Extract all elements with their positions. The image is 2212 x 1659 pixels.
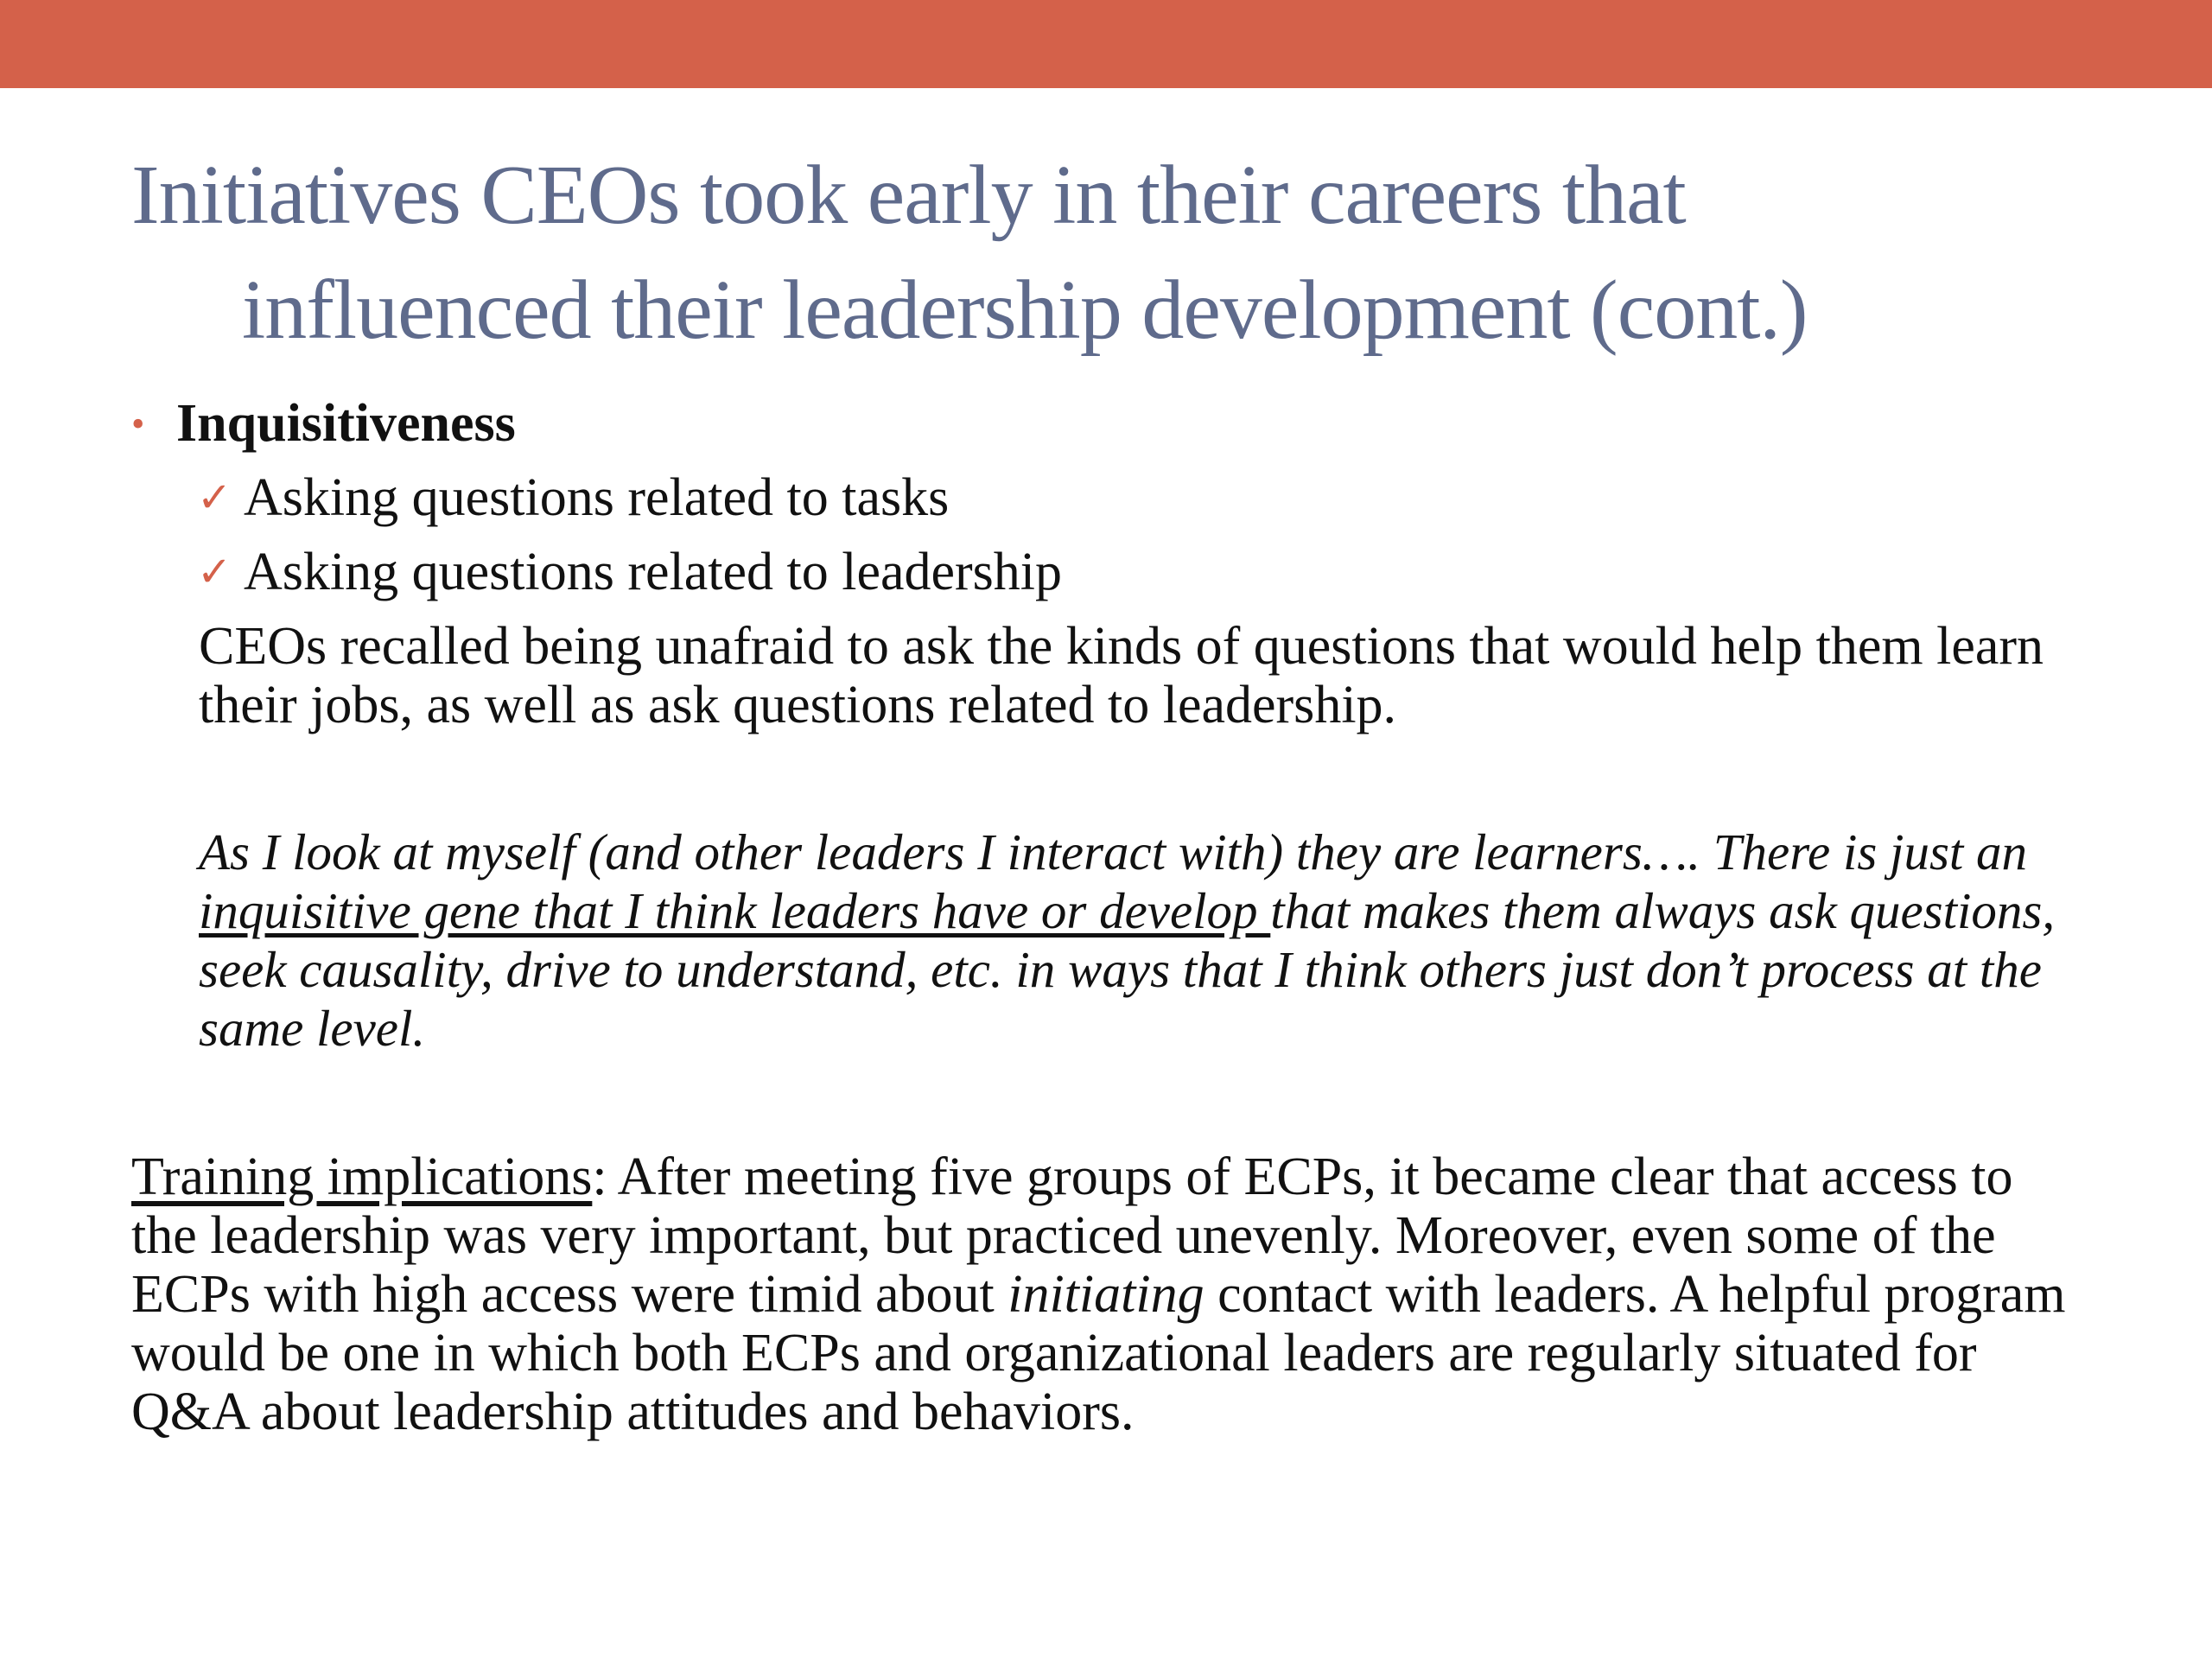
training-text-end: contact with leaders. A helpful program would be one in which both ECPs and organizational leaders are regularly situated for Q&A about leadership attitudes and behaviors. [131,1265,2066,1441]
training-implications-label: Training implications [131,1147,593,1206]
top-accent-bar [0,0,2212,88]
training-implications-paragraph [131,1147,2084,1441]
bullet-inquisitiveness [131,389,516,458]
slide-title-line2: influenced their leadership development (cont.) [242,264,1808,357]
quote-text-end: that makes them always ask questions, seek causality, drive to understand, etc. in ways that I think others just don’t process at the same level. [199,882,2056,1057]
summary-paragraph: CEOs recalled being unafraid to ask the kinds of questions that would help them learn their jobs, as well as ask questions related to leadership. [199,617,2044,734]
check-item-label: Asking questions related to tasks [244,467,950,527]
training-text-start: After meeting five groups of ECPs, it became clear that access to the leadership was very important, but practiced unevenly. Moreover, even some of the ECPs with high access were timid about [131,1147,2013,1324]
check-icon: ✓ [197,548,232,596]
check-item-label: Asking questions related to leadership [244,542,1063,601]
check-icon: ✓ [197,474,232,522]
bullet-dot-icon: • [131,402,145,445]
training-emphasis: initiating [1007,1265,1205,1324]
check-item-tasks [197,463,949,532]
slide-title [131,138,2119,368]
ceo-quote [199,823,2082,1058]
quote-underlined-phrase: inquisitive gene that I think leaders have or develop [199,882,1271,939]
bullet-heading: Inquisitiveness [176,393,516,453]
check-item-leadership [197,537,1062,607]
training-colon: : [592,1147,618,1206]
quote-text-start: As I look at myself (and other leaders I interact with) they are learners…. There is just an [199,823,2028,880]
slide-title-line1: Initiatives CEOs took early in their careers that [131,149,1686,242]
